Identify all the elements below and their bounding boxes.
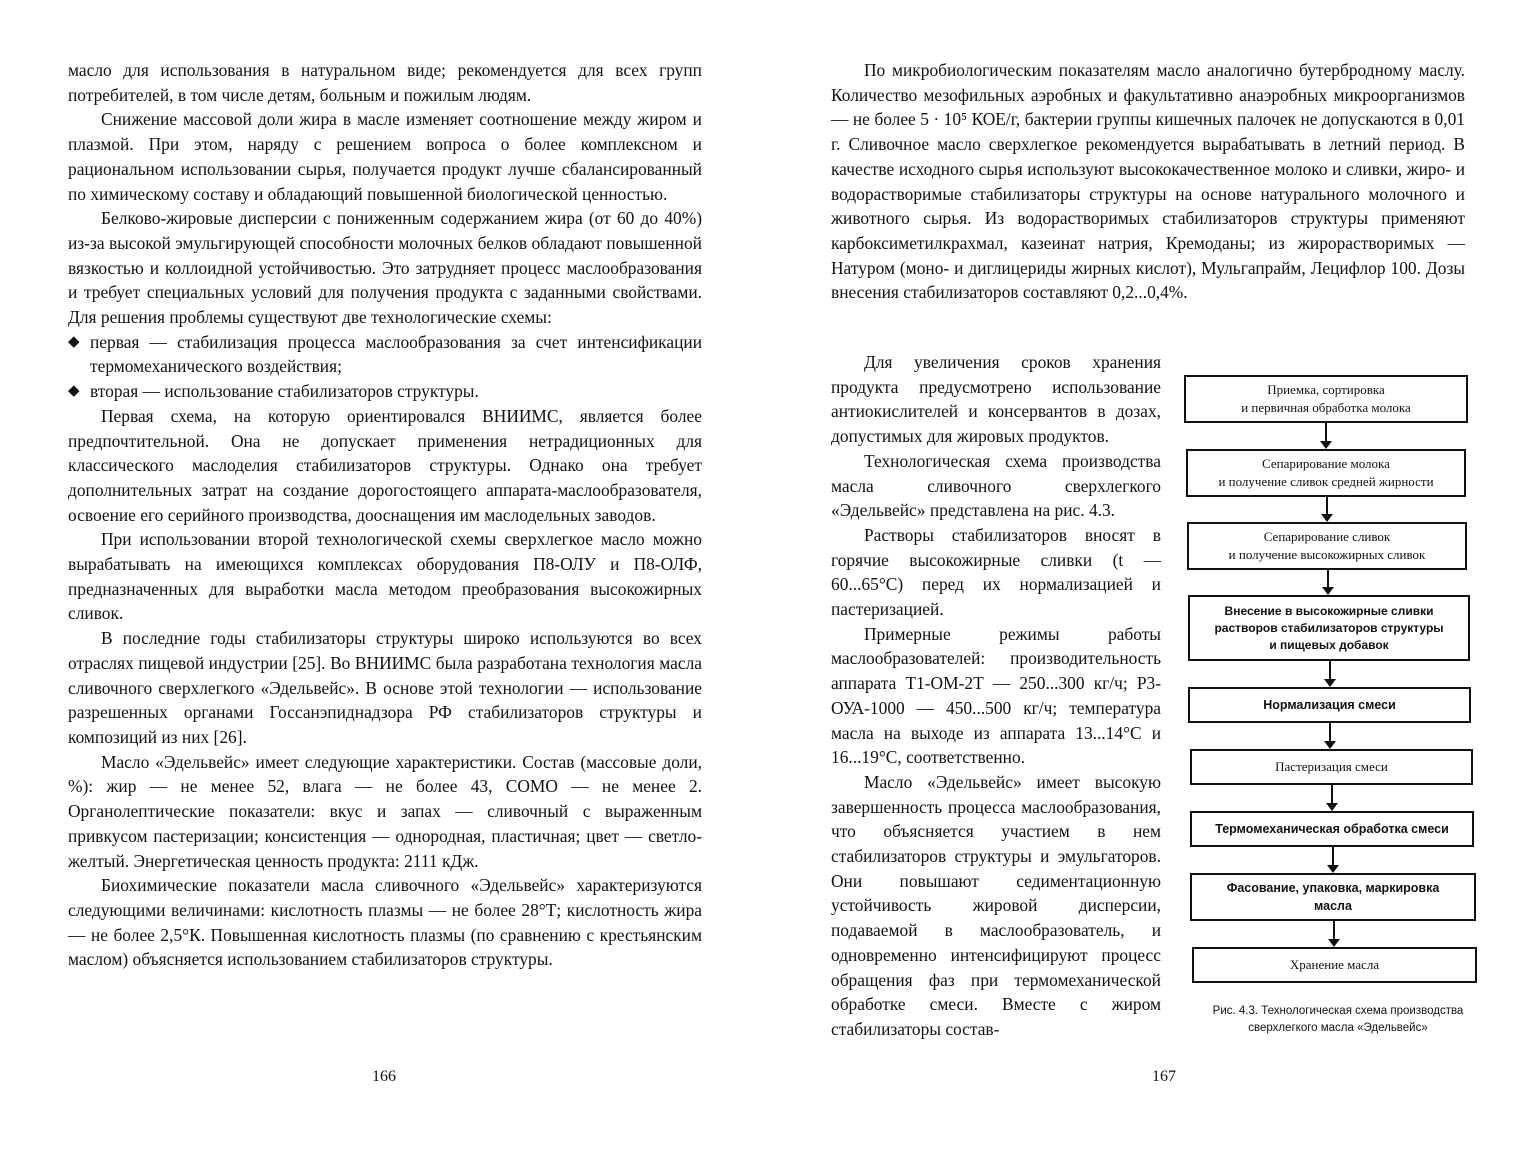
paragraph: Примерные режимы работы маслообразователей: производительность аппарата Т1-ОМ-2Т — 250...300 кг/ч; Р3-ОУА-1000 — 450...500 кг/ч; температура масла на выходе из аппарата 13...14°С и 16...19°С, соответственно. — [831, 623, 1161, 768]
down-arrow-icon — [1332, 847, 1334, 871]
paragraph: Технологическая схема производства масла сливочного сверхлегкого «Эдельвейс» представлена на рис. 4.3. — [831, 450, 1161, 521]
paragraph: Растворы стабилизаторов вносят в горячие высокожирные сливки (t — 60...65°С) перед их нормализацией и пастеризацией. — [831, 524, 1161, 620]
down-arrow-icon — [1325, 423, 1327, 447]
flow-step: Внесение в высокожирные сливки растворов стабилизаторов структуры и пищевых добавок — [1188, 595, 1470, 661]
flow-step: Сепарирование молока и получение сливок средней жирности — [1186, 449, 1466, 497]
paragraph: Биохимические показатели масла сливочного «Эдельвейс» характеризуются следующими величинами: кислотность плазмы — не более 28°Т; кислотность жира — не более 2,5°К. Повышенная кислотность плазмы (по сравнению с крестьянским маслом) объясняется использованием стабилизаторов структуры. — [68, 875, 702, 970]
flow-step: Нормализация смеси — [1188, 687, 1471, 723]
bullet-text: первая — стабилизация процесса маслообразования за счет интенсификации термомеханического воздействия; — [90, 331, 702, 377]
page-number: 167 — [1152, 1068, 1176, 1085]
down-arrow-icon — [1329, 723, 1331, 747]
bullet-item — [68, 330, 702, 379]
flow-step: Фасование, упаковка, маркировка масла — [1190, 873, 1476, 921]
paragraph: В последние годы стабилизаторы структуры широко используются во всех отраслях пищевой индустрии [25]. Во ВНИИМС была разработана технология масла сливочного сверхлегкого «Эдельвейс». В основе этой технологии — использование разрешенных органами Госсанэпиднадзора РФ стабилизаторов структуры и композиций из них [26]. — [68, 628, 702, 747]
diamond-bullet-icon: ◆ — [68, 333, 80, 350]
left-page — [0, 0, 760, 1152]
down-arrow-icon — [1329, 661, 1331, 685]
left-text-column — [68, 58, 702, 972]
down-arrow-icon — [1327, 570, 1329, 593]
paragraph: масло для использования в натуральном виде; рекомендуется для всех групп потребителей, в том числе детям, больным и пожилым людям. — [68, 60, 702, 105]
paragraph: По микробиологическим показателям масло аналогично бутербродному маслу. Количество мезофильных аэробных и факультативно анаэробных микроорганизмов — не более 5 · 10⁵ КОЕ/г, бактерии группы кишечных палочек не допускаются в 0,01 г. Сливочное масло сверхлегкое рекомендуется вырабатывать в летний период. В качестве исходного сырья используют высококачественное молоко и сливки, жиро- и водорастворимые стабилизаторы структуры на основе натурального молочного и животного сырья. Из водорастворимых стабилизаторов структуры применяют карбоксиметилкрахмал, казеинат натрия, Кремоданы; из жирорастворимых — Натуром (моно- и диглицериды жирных кислот), Мульгапрайм, Лецифлор 100. Дозы внесения стабилизаторов составляют 0,2...0,4%. — [831, 60, 1465, 303]
paragraph: Белково-жировые дисперсии с пониженным содержанием жира (от 60 до 40%) из-за высокой эмульгирующей способности молочных белков обладают повышенной вязкостью и коллоидной устойчивостью. Это затрудняет процесс маслообразования и требует специальных условий для получения продукта с заданными свойствами. Для решения проблемы существуют две технологические схемы: — [68, 208, 702, 328]
diamond-bullet-icon: ◆ — [68, 383, 80, 400]
bullet-text: вторая — использование стабилизаторов структуры. — [90, 381, 479, 402]
flow-step: Сепарирование сливок и получение высокожирных сливок — [1187, 522, 1467, 570]
down-arrow-icon — [1331, 785, 1333, 809]
down-arrow-icon — [1326, 497, 1328, 520]
bullet-item — [68, 379, 702, 404]
right-page — [760, 0, 1521, 1152]
flow-step: Хранение масла — [1192, 947, 1477, 983]
down-arrow-icon — [1333, 921, 1335, 945]
flow-step: Пастеризация смеси — [1190, 749, 1473, 785]
flow-step: Термомеханическая обработка смеси — [1190, 811, 1474, 847]
flowchart — [760, 0, 1521, 1152]
paragraph: Масло «Эдельвейс» имеет высокую завершенность процесса маслообразования, что объясняется участием в нем стабилизаторов структуры и эмульгаторов. Они повышают седиментационную устойчивость жировой дисперсии, подаваемой в маслообразователь, и одновременно интенсифицируют процесс обращения фаз при термомеханической обработке смеси. Вместе с жиром стабилизаторы состав- — [831, 771, 1161, 1039]
paragraph: Снижение массовой доли жира в масле изменяет соотношение между жиром и плазмой. При этом, наряду с решением вопроса о более комплексном и рациональном использовании сырья, получается продукт лучше сбалансированный по химическому составу и обладающий повышенной биологической ценностью. — [68, 109, 702, 204]
paragraph: При использовании второй технологической схемы сверхлегкое масло можно вырабатывать на имеющихся комплексах оборудования П8-ОЛУ и П8-ОЛФ, предназначенных для выработки масла методом преобразования высокожирных сливок. — [68, 529, 702, 624]
flow-step: Приемка, сортировка и первичная обработка молока — [1184, 375, 1468, 423]
page-number: 166 — [372, 1068, 396, 1085]
paragraph: Первая схема, на которую ориентировался ВНИИМС, является более предпочтительной. Она не допускает применения нетрадиционных для классического маслоделия стабилизаторов структуры. Однако она требует дополнительных затрат на создание дорогостоящего аппарата-маслообразователя, освоение его серийного производства, дооснащения им маслодельных заводов. — [68, 405, 702, 525]
figure-caption: Рис. 4.3. Технологическая схема производства сверхлегкого масла «Эдельвейс» — [1212, 1005, 1464, 1034]
paragraph: Для увеличения сроков хранения продукта предусмотрено использование антиокислителей и консервантов в дозах, допустимых для жировых продуктов. — [831, 352, 1161, 447]
paragraph: Масло «Эдельвейс» имеет следующие характеристики. Состав (массовые доли, %): жир — не менее 52, влага — не более 43, СОМО — не менее 2. Органолептические показатели: вкус и запах — сливочный с выраженным привкусом пастеризации; консистенция — однородная, пластичная; цвет — светло-желтый. Энергетическая ценность продукта: 2111 кДж. — [68, 751, 702, 871]
